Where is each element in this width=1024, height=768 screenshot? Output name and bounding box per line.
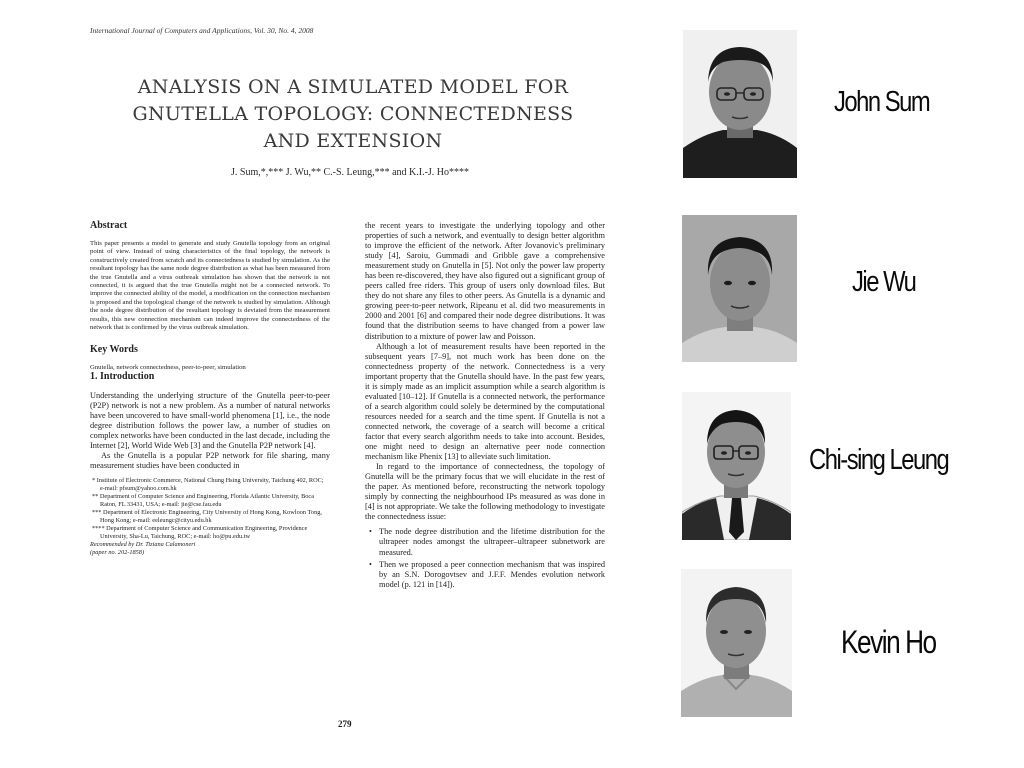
body-paragraph: In regard to the importance of connectedness, the topology of Gnutella will be the primary focus that we will elucidate in the rest of the paper. As mentioned before, reconstructing the network topology simply by connecting the neighbourhood IPs measured as was done in [4] is not appropriate. We take the following methodology to investigate the connectedness issue:: [365, 462, 605, 522]
person-photo-icon: [682, 215, 797, 362]
keywords-text: Gnutella, network connectedness, peer-to-peer, simulation: [90, 363, 246, 371]
paper-authors: J. Sum,*,*** J. Wu,** C.-S. Leung,*** and K.I.-J. Ho****: [230, 167, 470, 178]
introduction-heading: 1. Introduction: [90, 370, 155, 382]
left-column: [90, 221, 330, 556]
person-name: Jie Wu: [852, 266, 916, 298]
intro-paragraph: Understanding the underlying structure of the Gnutella peer-to-peer (P2P) network is not a new problem. As a number of natural networks have been uncovered to have small-world phenomena [1], i.e., the node degree distribution follows the power law, a number of studies on complex networks have been conducted in the last decade, including the Internet [2], World Wide Web [3] and the Gnutella P2P network [4].: [90, 391, 330, 451]
abstract-text: This paper presents a model to generate and study Gnutella topology from an original point of view. Instead of using characteristics of the final topology, the network is constructively created from scratch and its connectedness is studied by simulation. As the resultant topology has the same node degree distribution as what has been measured from the true Gnutella and a virus outbreak simulation has shown that the network is not connected, it is argued that the true Gnutella might not be a connected network. To improve the connected ability of the model, a modification on the connection mechanism is proposed and the topological change of the network is studied by simulation. Although the node degree distribution of the resultant topology is deviated from the measurement results, this new connection mechanism can indeed improve the connectedness of the network that is confirmed by the virus outbreak simulation.: [90, 240, 330, 332]
person-name: John Sum: [834, 86, 930, 118]
journal-header: International Journal of Computers and Applications, Vol. 30, No. 4, 2008: [90, 26, 314, 35]
keywords-heading: Key Words: [90, 343, 138, 355]
page-number: 279: [338, 719, 352, 729]
list-item: • Then we proposed a peer connection mechanism that was inspired by an S.N. Dorogovtsev and J.F.F. Mendes evolution network model (p. 121 in [14]).: [365, 560, 605, 590]
jie-wu-photo: [682, 215, 797, 362]
person-photo-glasses-tie-icon: [682, 392, 791, 540]
footnote: ** Department of Computer Science and Engineering, Florida Atlantic University, Boca Raton, FL 33431, USA; e-mail: jie@cse.fau.edu: [92, 493, 315, 509]
person-photo-icon: [681, 569, 792, 717]
recommended-by: Recommended by Dr. Tiziana Calamoneri: [90, 540, 196, 548]
john-sum-photo: [683, 30, 797, 178]
body-paragraph: Although a lot of measurement results have been reported in the subsequent years [7–9], not much work has been done on the connectedness property of the network. Connectedness is a very important property that the Gnutella should have. In the past few years, it is simply made as an implicit assumption while a search algorithm is evaluated [10–12]. If Gnutella is a connected network, the performance of a search algorithm could solely be determined by the computational resources needed for a search and the time spent. If Gnutella is not a connected network, the coverage of a search will become a critical factor that every search algorithm needs to take into account. Besides, one might need to design an alternative peer node connection mechanism like Phenix [13] to alleviate such limitation.: [365, 341, 605, 462]
intro-paragraph: As the Gnutella is a popular P2P network for file sharing, many measurement studies have been conducted in: [90, 451, 330, 471]
methodology-list: [365, 527, 605, 589]
footnote: **** Department of Computer Science and Communication Engineering, Providence University, Sha-Lu, Taichung, ROC; e-mail: ho@pu.edu.tw: [92, 524, 308, 540]
paper-title-line: AND EXTENSION: [263, 130, 443, 152]
body-paragraph: the recent years to investigate the underlying topology and other properties of such a network, and eventually to design better algorithm to improve the efficient of the network. After Jovanovic's preliminary study [4], Saroiu, Gummadi and Gribble gave a comprehensive measurement study on Gnutella in [5]. Not only the power law property has been re-discovered, they have also figured out a significant group of peers called free riders. This group of users only download files. But they do not share any files to other peers. As Gnutella is a dynamic and growing peer-to-peer network, Ripeanu et al. did two measurements in 2000 and 2001 [6] and compared their node degree distributions. It was found that the distribution seems to have changed from a power law distribution to a mixture of power law and Poisson.: [365, 221, 605, 341]
footnote: *** Department of Electronic Engineering, City University of Hong Kong, Kowloon Tong, Hong Kong; e-mail: eeleungc@cityu.edu.hk: [92, 509, 322, 524]
paper-number: (paper no. 202-1858): [90, 548, 145, 556]
person-name: Kevin Ho: [841, 624, 936, 660]
paper-title-line: GNUTELLA TOPOLOGY: CONNECTEDNESS: [132, 103, 574, 125]
abstract-heading: Abstract: [90, 220, 128, 231]
paper-title: [78, 74, 628, 155]
right-column: [365, 221, 605, 592]
chi-sing-leung-photo: [682, 392, 791, 540]
footnotes: [90, 477, 330, 556]
footnote: * Institute of Electronic Commerce, National Chung Hsing University, Taichung 402, ROC; e-mail: pfsum@yahoo.com.hk: [92, 477, 324, 493]
paper-title-line: ANALYSIS ON A SIMULATED MODEL FOR: [137, 76, 569, 98]
person-photo-glasses-icon: [683, 30, 797, 178]
list-item: • The node degree distribution and the lifetime distribution for the ultrapeer nodes amongst the ultrapeer–ultrapeer subnetwork are measured.: [365, 527, 605, 557]
person-name: Chi-sing Leung: [809, 444, 949, 476]
kevin-ho-photo: [681, 569, 792, 717]
